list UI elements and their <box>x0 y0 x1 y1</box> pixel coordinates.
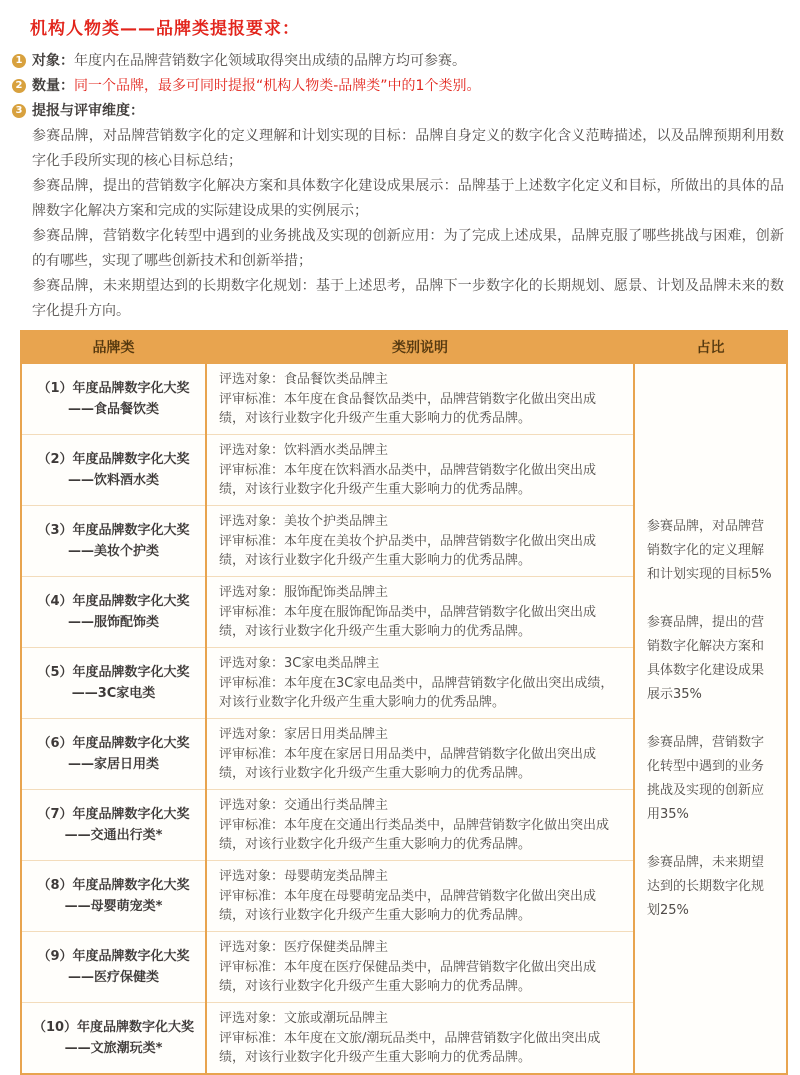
ratio-block-4: 参赛品牌，未来期望达到的长期数字化规划25% <box>647 854 765 918</box>
paragraph-challenges-innovation: 参赛品牌，营销数字化转型中遇到的业务挑战及实现的创新应用：为了完成上述成果，品牌克服了哪些挑战与困难，创新的有哪些，实现了哪些创新技术和创新举措； <box>32 228 784 269</box>
item-label: 提报与评审维度： <box>32 103 144 119</box>
number-2-icon: 2 <box>12 79 26 93</box>
list-item-quantity <box>12 74 786 99</box>
category-desc-cell: 评选对象：服饰配饰类品牌主 评审标准：本年度在服饰配饰品类中，品牌营销数字化做出突出成绩，对该行业数字化升级产生重大影响力的优秀品牌。 <box>206 577 634 648</box>
category-name-cell: （7）年度品牌数字化大奖 ——交通出行类* <box>21 790 206 861</box>
review-dimension-paragraphs <box>32 124 784 324</box>
requirements-list <box>12 49 786 124</box>
category-desc-cell: 评选对象：饮料酒水类品牌主 评审标准：本年度在饮料酒水品类中，品牌营销数字化做出突出成绩，对该行业数字化升级产生重大影响力的优秀品牌。 <box>206 435 634 506</box>
ratio-block-1: 参赛品牌，对品牌营销数字化的定义理解和计划实现的目标5% <box>647 518 772 582</box>
category-name-cell: （2）年度品牌数字化大奖 ——饮料酒水类 <box>21 435 206 506</box>
category-desc-cell: 评选对象：3C家电类品牌主 评审标准：本年度在3C家电品类中，品牌营销数字化做出突出成绩，对该行业数字化升级产生重大影响力的优秀品牌。 <box>206 648 634 719</box>
category-name-cell: （3）年度品牌数字化大奖 ——美妆个护类 <box>21 506 206 577</box>
paragraph-future-plan: 参赛品牌，未来期望达到的长期数字化规划：基于上述思考，品牌下一步数字化的长期规划、愿景、计划及品牌未来的数字化提升方向。 <box>32 278 784 319</box>
category-desc-cell: 评选对象：家居日用类品牌主 评审标准：本年度在家居日用品类中，品牌营销数字化做出突出成绩，对该行业数字化升级产生重大影响力的优秀品牌。 <box>206 719 634 790</box>
category-desc-cell: 评选对象：食品餐饮类品牌主 评审标准：本年度在食品餐饮品类中，品牌营销数字化做出突出成绩，对该行业数字化升级产生重大影响力的优秀品牌。 <box>206 363 634 435</box>
ratio-block-2: 参赛品牌，提出的营销数字化解决方案和具体数字化建设成果展示35% <box>647 614 765 702</box>
number-3-icon: 3 <box>12 104 26 118</box>
header-category-description: 类别说明 <box>206 331 634 363</box>
list-item-dimensions <box>12 99 786 124</box>
category-desc-cell: 评选对象：母婴萌宠类品牌主 评审标准：本年度在母婴萌宠品类中，品牌营销数字化做出突出成绩，对该行业数字化升级产生重大影响力的优秀品牌。 <box>206 861 634 932</box>
item-text: 年度内在品牌营销数字化领域取得突出成绩的品牌方均可参赛。 <box>74 53 466 69</box>
header-proportion: 占比 <box>634 331 787 363</box>
page-title: 机构人物类——品牌类提报要求： <box>30 19 300 39</box>
category-desc-cell: 评选对象：美妆个护类品牌主 评审标准：本年度在美妆个护品类中，品牌营销数字化做出突出成绩，对该行业数字化升级产生重大影响力的优秀品牌。 <box>206 506 634 577</box>
category-desc-cell: 评选对象：医疗保健类品牌主 评审标准：本年度在医疗保健品类中，品牌营销数字化做出突出成绩，对该行业数字化升级产生重大影响力的优秀品牌。 <box>206 932 634 1003</box>
number-1-icon: 1 <box>12 54 26 68</box>
list-item-target <box>12 49 786 74</box>
table-header-row <box>21 331 787 363</box>
category-name-cell: （4）年度品牌数字化大奖 ——服饰配饰类 <box>21 577 206 648</box>
item-label: 数量： <box>32 78 74 94</box>
paragraph-solution-results: 参赛品牌，提出的营销数字化解决方案和具体数字化建设成果展示：品牌基于上述数字化定义和目标，所做出的具体的品牌数字化解决方案和完成的实际建设成果的实例展示； <box>32 178 784 219</box>
award-category-table <box>20 330 788 1075</box>
category-desc-cell: 评选对象：文旅或潮玩品牌主 评审标准：本年度在文旅/潮玩品类中，品牌营销数字化做出突出成绩，对该行业数字化升级产生重大影响力的优秀品牌。 <box>206 1003 634 1075</box>
ratio-block-3: 参赛品牌，营销数字化转型中遇到的业务挑战及实现的创新应用35% <box>647 734 765 822</box>
item-label: 对象： <box>32 53 74 69</box>
table-row <box>21 363 787 435</box>
paragraph-definition-goal: 参赛品牌，对品牌营销数字化的定义理解和计划实现的目标：品牌自身定义的数字化含义范畴描述，以及品牌预期利用数字化手段所实现的核心目标总结； <box>32 128 784 169</box>
category-name-cell: （8）年度品牌数字化大奖 ——母婴萌宠类* <box>21 861 206 932</box>
category-desc-cell: 评选对象：交通出行类品牌主 评审标准：本年度在交通出行类品类中，品牌营销数字化做出突出成绩，对该行业数字化升级产生重大影响力的优秀品牌。 <box>206 790 634 861</box>
proportion-merged-cell <box>634 363 787 1074</box>
item-text-highlighted: 同一个品牌，最多可同时提报“机构人物类-品牌类”中的1个类别。 <box>74 78 481 94</box>
category-name-cell: （1）年度品牌数字化大奖 ——食品餐饮类 <box>21 363 206 435</box>
category-name-cell: （9）年度品牌数字化大奖 ——医疗保健类 <box>21 932 206 1003</box>
category-name-cell: （5）年度品牌数字化大奖 ——3C家电类 <box>21 648 206 719</box>
header-brand-category: 品牌类 <box>21 331 206 363</box>
category-name-cell: （10）年度品牌数字化大奖 ——文旅潮玩类* <box>21 1003 206 1075</box>
category-name-cell: （6）年度品牌数字化大奖 ——家居日用类 <box>21 719 206 790</box>
